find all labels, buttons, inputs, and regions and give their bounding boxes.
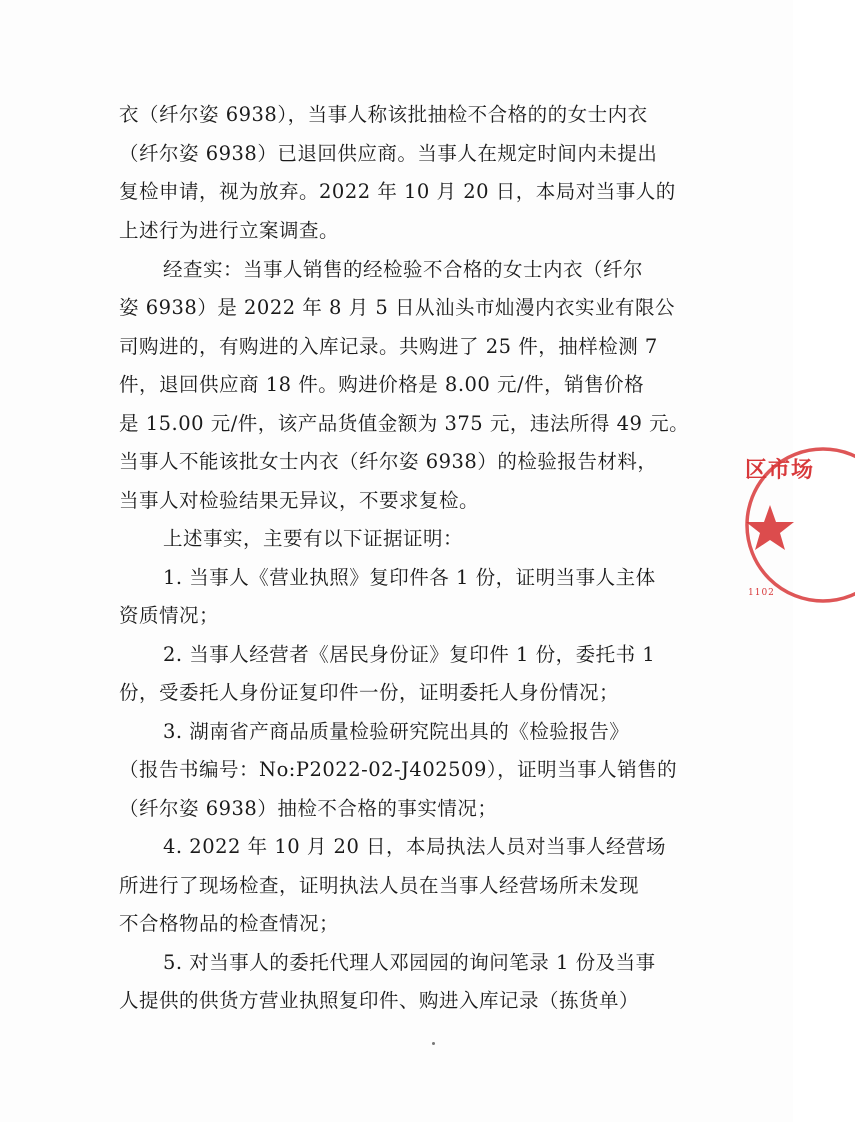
text-line-17: 3. 湖南省产商品质量检验研究院出具的《检验报告》 <box>163 720 630 743</box>
text-line-12: 上述事实，主要有以下证据证明： <box>163 527 464 550</box>
text-line-1: 衣（纤尔姿 6938），当事人称该批抽检不合格的的女士内衣 <box>119 103 648 126</box>
text-line-6: 姿 6938）是 2022 年 8 月 5 日从汕头市灿漫内衣实业有限公 <box>119 296 675 319</box>
text-line-19: （纤尔姿 6938）抽检不合格的事实情况； <box>119 797 498 820</box>
text-line-15: 2. 当事人经营者《居民身份证》复印件 1 份，委托书 1 <box>163 643 656 666</box>
text-line-3: 复检申请，视为放弃。2022 年 10 月 20 日，本局对当事人的 <box>119 180 676 203</box>
text-line-13: 1. 当事人《营业执照》复印件各 1 份，证明当事人主体 <box>163 566 656 589</box>
text-line-23: 5. 对当事人的委托代理人邓园园的询问笔录 1 份及当事 <box>163 951 656 974</box>
text-line-5: 经查实：当事人销售的经检验不合格的女士内衣（纤尔 <box>163 258 644 281</box>
scan-speck <box>432 1042 435 1045</box>
seal-code: 1102 <box>748 588 775 598</box>
text-line-4: 上述行为进行立案调查。 <box>119 219 340 242</box>
text-line-9: 是 15.00 元/件，该产品货值金额为 375 元，违法所得 49 元。 <box>119 412 690 435</box>
text-line-18: （报告书编号：No:P2022-02-J402509），证明当事人销售的 <box>119 758 678 781</box>
text-line-10: 当事人不能该批女士内衣（纤尔姿 6938）的检验报告材料， <box>119 450 658 473</box>
text-line-2: （纤尔姿 6938）已退回供应商。当事人在规定时间内未提出 <box>119 142 658 165</box>
seal-text: 区市场 <box>745 457 815 483</box>
text-line-11: 当事人对检验结果无异议，不要求复检。 <box>119 489 480 512</box>
text-line-14: 资质情况； <box>119 604 220 627</box>
text-line-20: 4. 2022 年 10 月 20 日，本局执法人员对当事人经营场 <box>163 835 667 858</box>
text-line-16: 份，受委托人身份证复印件一份，证明委托人身份情况； <box>119 681 620 704</box>
text-line-22: 不合格物品的检查情况； <box>119 912 340 935</box>
text-line-7: 司购进的，有购进的入库记录。共购进了 25 件，抽样检测 7 <box>119 335 658 358</box>
text-line-8: 件，退回供应商 18 件。购进价格是 8.00 元/件，销售价格 <box>119 373 645 396</box>
text-line-21: 所进行了现场检查，证明执法人员在当事人经营场所未发现 <box>119 874 640 897</box>
text-line-24: 人提供的供货方营业执照复印件、购进入库记录（拣货单） <box>119 989 640 1012</box>
seal-star-icon <box>746 505 794 550</box>
